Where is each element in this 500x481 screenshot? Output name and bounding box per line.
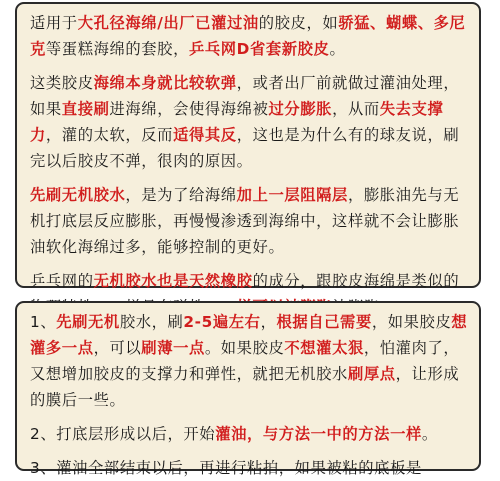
body-text: ，膨胀油先与无机打底层反应膨胀，再慢慢渗透到海绵中，这样就不会让膨胀油软化海绵过多，能够控制的更好。 (30, 186, 460, 256)
highlighted-text: 先刷无机胶水 (30, 186, 126, 204)
info-card-steps (15, 301, 481, 477)
highlighted-text: 无机胶水也是天然橡胶 (93, 272, 253, 290)
highlighted-text: 刷厚点 (347, 365, 396, 383)
body-text: 1、 (30, 313, 57, 331)
body-text: 的成分，跟胶皮海绵是类似的 (252, 272, 460, 290)
highlighted-text: 不想灌太狠 (284, 339, 364, 357)
body-text: 。如果胶皮 (204, 339, 285, 357)
highlighted-text: 刷薄一点 (141, 339, 205, 357)
highlighted-text: 想灌多一点 (30, 313, 468, 357)
body-text: 。 (421, 425, 438, 443)
highlighted-text: 适得其反 (173, 126, 237, 144)
body-text: ， (260, 313, 277, 331)
body-text: 2、打底层形成以后，开始 (30, 425, 216, 443)
highlighted-text: 根据自己需要 (276, 313, 372, 331)
highlighted-text: 加上一层阻隔层 (236, 186, 348, 204)
highlighted-text: 直接刷 (61, 100, 110, 118)
info-card-method-description (15, 2, 481, 288)
highlighted-text: 海绵本身就比较软弹 (93, 74, 237, 92)
body-text: 的胶皮，如 (258, 14, 339, 32)
body-text: ，可以 (93, 339, 142, 357)
highlighted-text: 先刷无机 (56, 313, 120, 331)
paragraph-applicable-rubber (30, 10, 469, 62)
highlighted-text: 骄猛、蝴蝶、多尼克 (30, 14, 466, 58)
body-text: 3、灌油全部结束以后，再进行粘拍，如果被粘的底板是 (30, 459, 422, 477)
highlighted-text: 乒乓网D省套新胶皮 (188, 40, 330, 58)
body-text: 胶水，刷 (119, 313, 184, 331)
step-3-paragraph (30, 455, 469, 481)
body-text: ，让形成的膜后一些。 (30, 365, 460, 409)
highlighted-text: 失去支撑力 (30, 100, 444, 144)
body-text: 等蛋糕海绵的套胶， (45, 40, 189, 58)
body-text: ，从而 (332, 100, 380, 118)
body-text: 乒乓网的 (30, 272, 94, 290)
body-text: ，这也是为什么有的球友说，刷完以后胶皮不弹，很肉的原因。 (30, 126, 460, 170)
step-2-paragraph (30, 421, 469, 447)
body-text: ，灌的太软，反而 (45, 126, 174, 144)
body-text: 适用于 (30, 14, 78, 32)
body-text: 进海绵，会使得海绵被 (109, 100, 269, 118)
step-1-paragraph (30, 309, 469, 413)
highlighted-text: 2-5遍左右 (183, 313, 261, 331)
paragraph-inorganic-glue-barrier (30, 182, 469, 260)
body-text: ，怕灌肉了，又想增加胶皮的支撑力和弹性，就把无机胶水 (30, 339, 460, 383)
highlighted-text: 大孔径海绵/出厂已灌过油 (77, 14, 259, 32)
paragraph-soft-sponge-explanation (30, 70, 469, 174)
body-text: ，是为了给海绵 (125, 186, 237, 204)
highlighted-text: 过分膨胀 (268, 100, 333, 118)
body-text: 。 (329, 40, 346, 58)
body-text: ，如果胶皮 (371, 313, 452, 331)
highlighted-text: 灌油，与方法一中的方法一样 (215, 425, 422, 443)
body-text: ，或者出厂前就做过灌油处理，如果 (30, 74, 460, 118)
body-text: 这类胶皮 (30, 74, 94, 92)
